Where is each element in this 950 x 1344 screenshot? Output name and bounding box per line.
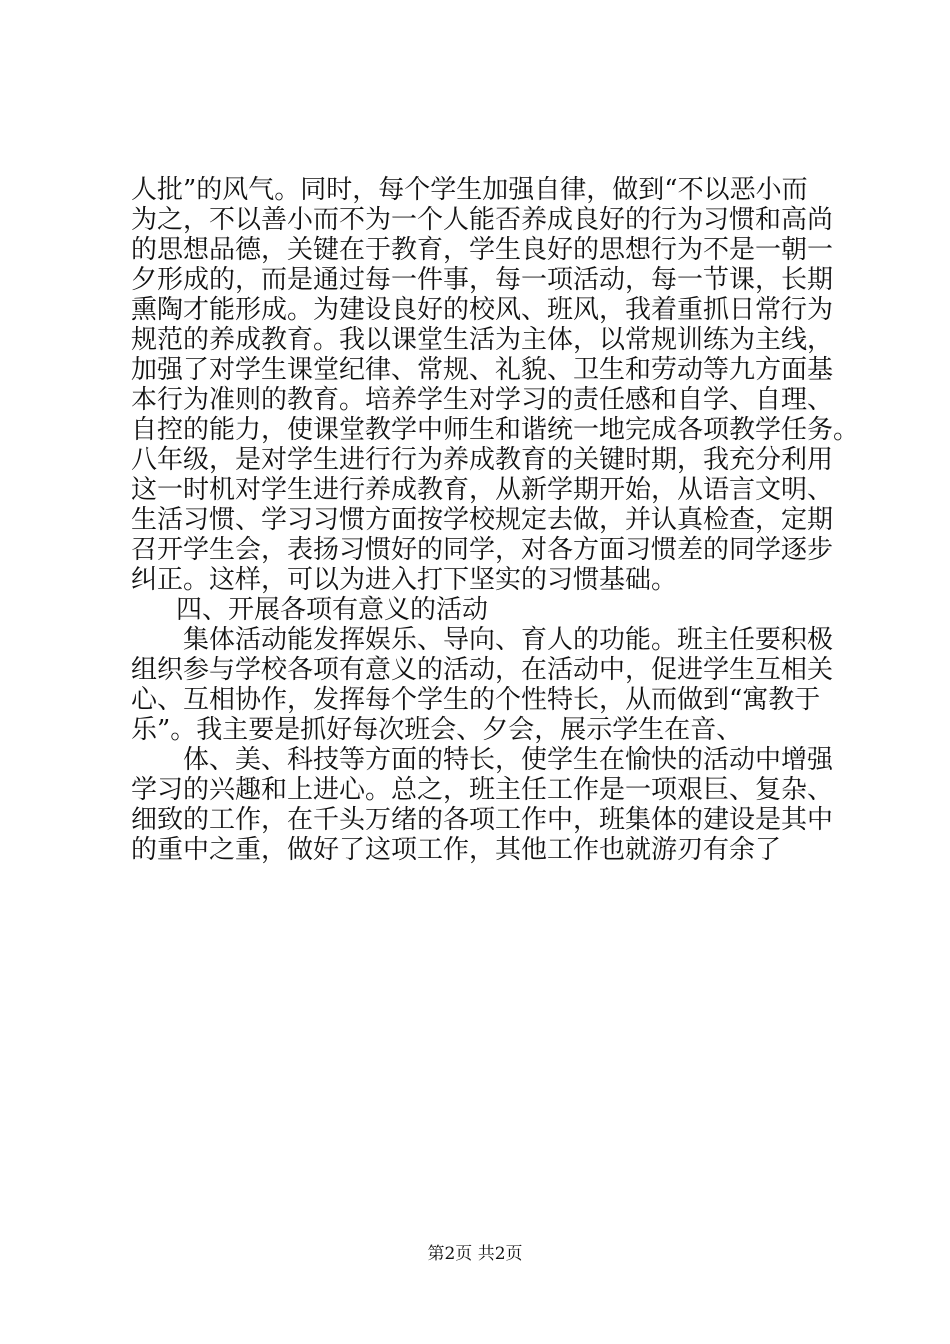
text-line: 学习的兴趣和上进心。总之，班主任工作是一项艰巨、复杂、 — [131, 775, 834, 805]
text-line: 的重中之重，做好了这项工作，其他工作也就游刃有余了 — [131, 835, 782, 865]
text-line: 八年级，是对学生进行行为养成教育的关键时期，我充分利用 — [131, 445, 834, 475]
text-line: 人批”的风气。同时，每个学生加强自律，做到“不以恶小而 — [131, 175, 808, 205]
text-line: 加强了对学生课堂纪律、常规、礼貌、卫生和劳动等九方面基 — [131, 355, 834, 385]
text-line: 召开学生会，表扬习惯好的同学，对各方面习惯差的同学逐步 — [131, 535, 834, 565]
text-line: 组织参与学校各项有意义的活动，在活动中，促进学生互相关 — [131, 655, 834, 685]
text-line: 这一时机对学生进行养成教育，从新学期开始，从语言文明、 — [131, 475, 834, 505]
text-line: 夕形成的，而是通过每一件事，每一项活动，每一节课，长期 — [131, 265, 834, 295]
text-line: 本行为准则的教育。培养学生对学习的责任感和自学、自理、 — [131, 385, 834, 415]
text-line: 规范的养成教育。我以课堂生活为主体，以常规训练为主线， — [131, 325, 834, 355]
body-text — [131, 175, 860, 865]
text-line: 为之，不以善小而不为一个人能否养成良好的行为习惯和高尚 — [131, 205, 834, 235]
section-heading: 四、开展各项有意义的活动 — [176, 595, 489, 625]
text-line: 自控的能力，使课堂教学中师生和谐统一地完成各项教学任务。 — [131, 415, 860, 445]
text-line: 生活习惯、学习习惯方面按学校规定去做，并认真检查，定期 — [131, 505, 834, 535]
text-line: 纠正。这样，可以为进入打下坚实的习惯基础。 — [131, 565, 678, 595]
page-number: 第2页 共2页 — [427, 1244, 523, 1264]
text-line: 细致的工作，在千头万绪的各项工作中，班集体的建设是其中 — [131, 805, 834, 835]
text-line: 心、互相协作，发挥每个学生的个性特长，从而做到“寓教于 — [131, 685, 821, 715]
text-line: 体、美、科技等方面的特长，使学生在愉快的活动中增强 — [183, 745, 834, 775]
text-line: 熏陶才能形成。为建设良好的校风、班风，我着重抓日常行为 — [131, 295, 834, 325]
text-line: 的思想品德，关键在于教育，学生良好的思想行为不是一朝一 — [131, 235, 834, 265]
text-line: 集体活动能发挥娱乐、导向、育人的功能。班主任要积极 — [183, 625, 834, 655]
text-line: 乐”。我主要是抓好每次班会、夕会，展示学生在音、 — [131, 715, 743, 745]
